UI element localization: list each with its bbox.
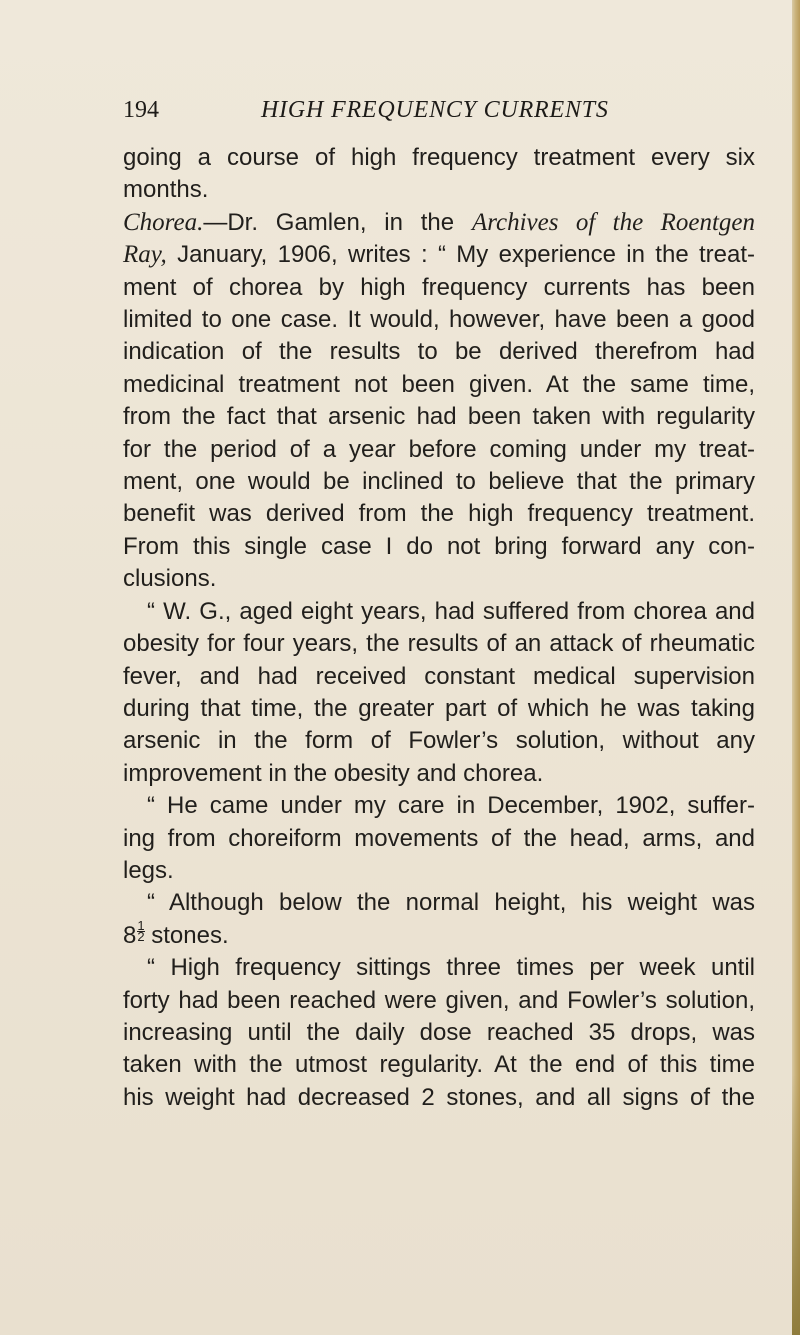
text-line: From this single case I do not bring forward any con- [123, 532, 755, 560]
page-edge [792, 0, 800, 1335]
text-line: benefit was derived from the high frequency treatment. [123, 500, 755, 528]
text-line: limited to one case. It would, however, have been a good [123, 306, 755, 334]
text-line: medicinal treatment not been given. At the same time, [123, 370, 755, 398]
journal-title: Ray, [123, 241, 167, 269]
weight-number: 8 [123, 921, 137, 949]
text-line: his weight had decreased 2 stones, and all signs of the [123, 1083, 755, 1111]
text-line: ment of chorea by high frequency currents has been [123, 273, 755, 301]
text-line: months. [123, 176, 209, 204]
text-line: forty had been reached were given, and Fowler’s solution, [123, 986, 755, 1014]
text-line: fever, and had received constant medical supervision [123, 662, 755, 690]
text-line: during that time, the greater part of which he was taking [123, 694, 755, 722]
page-number: 194 [123, 97, 159, 123]
text-line: “ W. G., aged eight years, had suffered from chorea and [147, 597, 755, 625]
text-line [123, 207, 755, 239]
page-header [123, 92, 653, 128]
text-line: from the fact that arsenic had been taken with regularity [123, 403, 755, 431]
journal-title: Archives of the Roentgen [471, 208, 756, 236]
running-title: HIGH FREQUENCY CURRENTS [261, 97, 609, 123]
text-line: increasing until the daily dose reached 35 drops, was [123, 1018, 755, 1046]
text-line: for the period of a year before coming under my treat- [123, 435, 755, 463]
text-line: ing from choreiform movements of the head, arms, and [123, 824, 755, 852]
text-line: going a course of high frequency treatment every six [123, 144, 755, 171]
text-line [123, 917, 755, 952]
text-line: arsenic in the form of Fowler’s solution, without any [123, 727, 755, 755]
text-line: obesity for four years, the results of an attack of rheumatic [123, 630, 755, 658]
text-line: indication of the results to be derived therefrom had [123, 338, 755, 366]
fraction-denominator: 2 [137, 928, 145, 944]
fraction-half [137, 917, 145, 944]
text-line: “ He came under my care in December, 1902, suffer- [147, 792, 755, 820]
text-fragment: —Dr. Gamlen, in the [203, 208, 455, 236]
text-line [123, 239, 755, 271]
fraction-numerator: 1 [137, 917, 145, 933]
section-heading: Chorea. [123, 208, 204, 236]
text-line: clusions. [123, 565, 217, 593]
text-fragment: stones. [151, 921, 229, 949]
body-text [123, 142, 755, 1114]
text-line: “ High frequency sittings three times per week until [147, 954, 755, 982]
text-line: improvement in the obesity and chorea. [123, 759, 544, 787]
text-line: taken with the utmost regularity. At the end of this time [123, 1051, 755, 1079]
text-line: legs. [123, 856, 174, 884]
text-line: “ Although below the normal height, his weight was [147, 889, 755, 917]
text-fragment: January, 1906, writes : “ My experience in the treat- [177, 241, 755, 269]
text-line: ment, one would be inclined to believe that the primary [123, 468, 755, 496]
